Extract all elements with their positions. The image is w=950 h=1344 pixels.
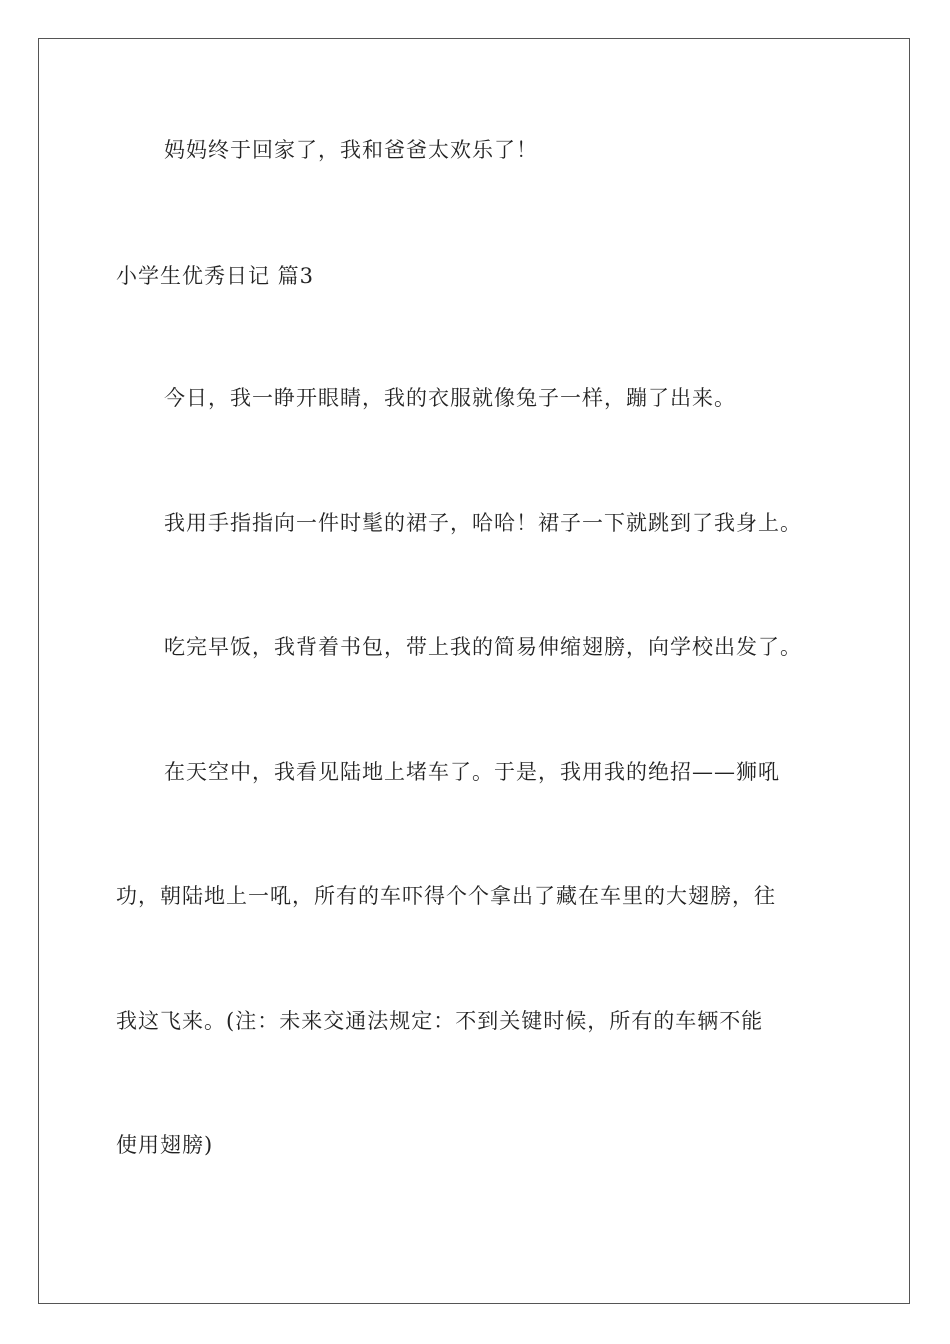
paragraph-line: 使用翅膀): [116, 1133, 214, 1157]
paragraph-line: 我用手指指向一件时髦的裙子，哈哈！裙子一下就跳到了我身上。: [164, 511, 802, 535]
paragraph-line: 妈妈终于回家了，我和爸爸太欢乐了！: [164, 138, 538, 162]
paragraph-line: 功，朝陆地上一吼，所有的车吓得个个拿出了藏在车里的大翅膀，往: [116, 884, 776, 908]
section-heading: 小学生优秀日记 篇3: [116, 264, 315, 288]
paragraph-line: 在天空中，我看见陆地上堵车了。于是，我用我的绝招——狮吼: [164, 760, 780, 784]
paragraph-line: 我这飞来。(注：未来交通法规定：不到关键时候，所有的车辆不能: [116, 1009, 764, 1033]
paragraph-line: 今日，我一睁开眼睛，我的衣服就像兔子一样，蹦了出来。: [164, 386, 736, 410]
page-border: [38, 38, 910, 1304]
paragraph-line: 吃完早饭，我背着书包，带上我的简易伸缩翅膀，向学校出发了。: [164, 635, 802, 659]
